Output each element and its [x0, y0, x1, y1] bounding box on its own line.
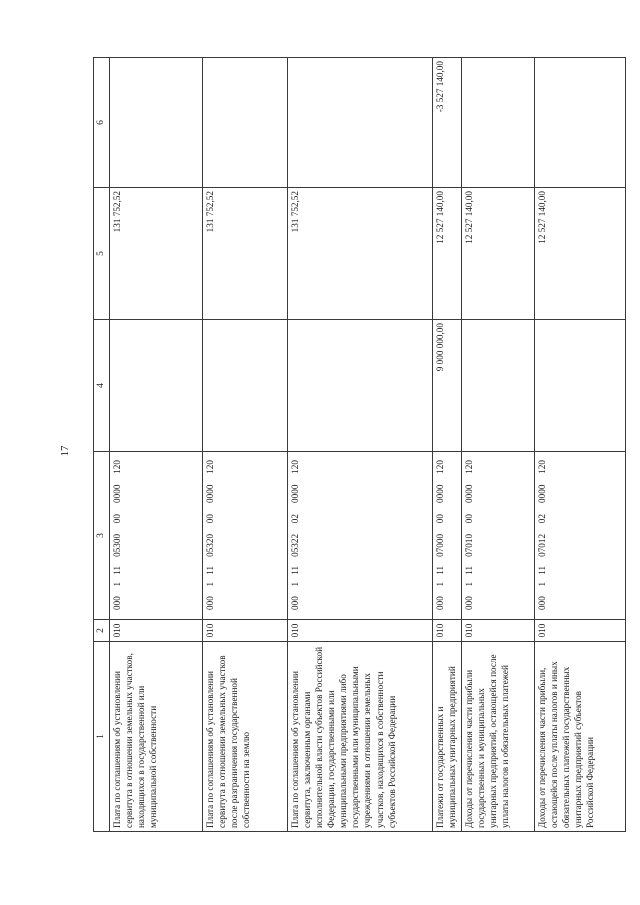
code-segment: 02	[536, 514, 547, 524]
revenue-name-cell: Плата по соглашениям об установлении сервитута, заключенным органами исполнительной власти субъектов Российской Федерации, государственными или муниципальными предприятиями либо государственными или муниципальными учреждениями в отношении земельных участков, находящихся в собственности субъектов Российской Федерации	[287, 642, 432, 832]
admin-code-cell: 010	[534, 620, 625, 642]
column-6-value-cell	[109, 58, 202, 188]
code-segments	[536, 455, 624, 616]
code-segment: 120	[111, 460, 122, 474]
column-4-value-cell	[287, 320, 432, 452]
column-header-2: 2	[94, 620, 110, 642]
code-segment: 00	[204, 514, 215, 524]
code-segment: 11	[204, 565, 215, 575]
code-segment: 1	[289, 581, 300, 587]
column-4-value-cell: 9 000 000,00	[432, 320, 461, 452]
code-segment: 1	[434, 581, 445, 587]
table-row	[461, 58, 534, 832]
column-header-4: 4	[94, 320, 110, 452]
code-segment: 11	[463, 565, 474, 575]
code-segment: 120	[289, 460, 300, 474]
code-segment: 07000	[434, 533, 445, 557]
admin-code-cell: 010	[461, 620, 534, 642]
code-segment: 1	[463, 581, 474, 587]
code-segment: 07010	[463, 533, 474, 557]
revenue-name-cell: Плата по соглашениям об установлении сервитута в отношении земельных участков после разграничения государственной собственности на землю	[202, 642, 287, 832]
code-segment: 1	[536, 581, 547, 587]
revenue-name-cell: Платежи от государственных и муниципальных унитарных предприятий	[432, 642, 461, 832]
table-row	[287, 58, 432, 832]
code-segment: 000	[204, 596, 215, 610]
column-5-value-cell: 131 752,52	[202, 188, 287, 320]
table-row	[109, 58, 202, 832]
budget-classification-code-cell	[109, 452, 202, 620]
code-segment: 00	[434, 514, 445, 524]
revenue-table	[93, 57, 626, 832]
column-4-value-cell	[109, 320, 202, 452]
code-segment: 11	[434, 565, 445, 575]
code-segment: 0000	[536, 484, 547, 503]
column-header-5: 5	[94, 188, 110, 320]
column-header-row	[94, 58, 110, 832]
code-segments	[463, 455, 533, 616]
column-header-1: 1	[94, 642, 110, 832]
code-segment: 000	[111, 596, 122, 610]
budget-classification-code-cell	[461, 452, 534, 620]
revenue-name-cell: Плата по соглашениям об установлении сервитута в отношении земельных участков, находящихся в государственной или муниципальной собственности	[109, 642, 202, 832]
column-6-value-cell	[534, 58, 625, 188]
budget-classification-code-cell	[287, 452, 432, 620]
column-6-value-cell	[287, 58, 432, 188]
code-segment: 05300	[111, 533, 122, 557]
budget-classification-code-cell	[534, 452, 625, 620]
admin-code-cell: 010	[432, 620, 461, 642]
code-segments	[434, 455, 460, 616]
code-segment: 0000	[434, 484, 445, 503]
column-5-value-cell: 12 527 140,00	[534, 188, 625, 320]
column-6-value-cell	[461, 58, 534, 188]
code-segment: 0000	[204, 484, 215, 503]
code-segment: 11	[289, 565, 300, 575]
column-4-value-cell	[534, 320, 625, 452]
column-5-value-cell: 12 527 140,00	[432, 188, 461, 320]
column-4-value-cell	[202, 320, 287, 452]
admin-code-cell: 010	[287, 620, 432, 642]
code-segment: 0000	[463, 484, 474, 503]
column-6-value-cell: -3 527 140,00	[432, 58, 461, 188]
budget-classification-code-cell	[202, 452, 287, 620]
code-segment: 05320	[204, 533, 215, 557]
column-5-value-cell: 131 752,52	[287, 188, 432, 320]
column-4-value-cell	[461, 320, 534, 452]
code-segment: 000	[463, 596, 474, 610]
code-segment: 000	[536, 596, 547, 610]
column-5-value-cell: 131 752,52	[109, 188, 202, 320]
table-row	[202, 58, 287, 832]
code-segment: 11	[536, 565, 547, 575]
column-6-value-cell	[202, 58, 287, 188]
code-segment: 11	[111, 565, 122, 575]
code-segment: 1	[111, 581, 122, 587]
code-segment: 00	[463, 514, 474, 524]
column-header-6: 6	[94, 58, 110, 188]
revenue-name-cell: Доходы от перечисления части прибыли, остающейся после уплаты налогов и иных обязательных платежей государственных унитарных предприятий субъектов Российской Федерации	[534, 642, 625, 832]
rotated-table-frame	[93, 58, 596, 832]
code-segment: 120	[463, 460, 474, 474]
code-segment: 07012	[536, 533, 547, 557]
revenue-name-cell: Доходы от перечисления части прибыли государственных и муниципальных унитарных предприятий, остающейся после уплаты налогов и обязательных платежей	[461, 642, 534, 832]
code-segment: 120	[434, 460, 445, 474]
code-segment: 00	[111, 514, 122, 524]
code-segment: 02	[289, 514, 300, 524]
budget-classification-code-cell	[432, 452, 461, 620]
page-number: 17	[59, 445, 71, 457]
table-row	[534, 58, 625, 832]
table-body	[94, 58, 626, 832]
admin-code-cell: 010	[109, 620, 202, 642]
code-segment: 000	[434, 596, 445, 610]
code-segment: 05322	[289, 533, 300, 557]
code-segments	[204, 455, 286, 616]
code-segment: 120	[204, 460, 215, 474]
code-segment: 0000	[289, 484, 300, 503]
code-segment: 1	[204, 581, 215, 587]
code-segment: 000	[289, 596, 300, 610]
code-segment: 120	[536, 460, 547, 474]
code-segments	[289, 455, 431, 616]
code-segments	[111, 455, 201, 616]
code-segment: 0000	[111, 484, 122, 503]
admin-code-cell: 010	[202, 620, 287, 642]
column-5-value-cell: 12 527 140,00	[461, 188, 534, 320]
column-header-3: 3	[94, 452, 110, 620]
table-row	[432, 58, 461, 832]
